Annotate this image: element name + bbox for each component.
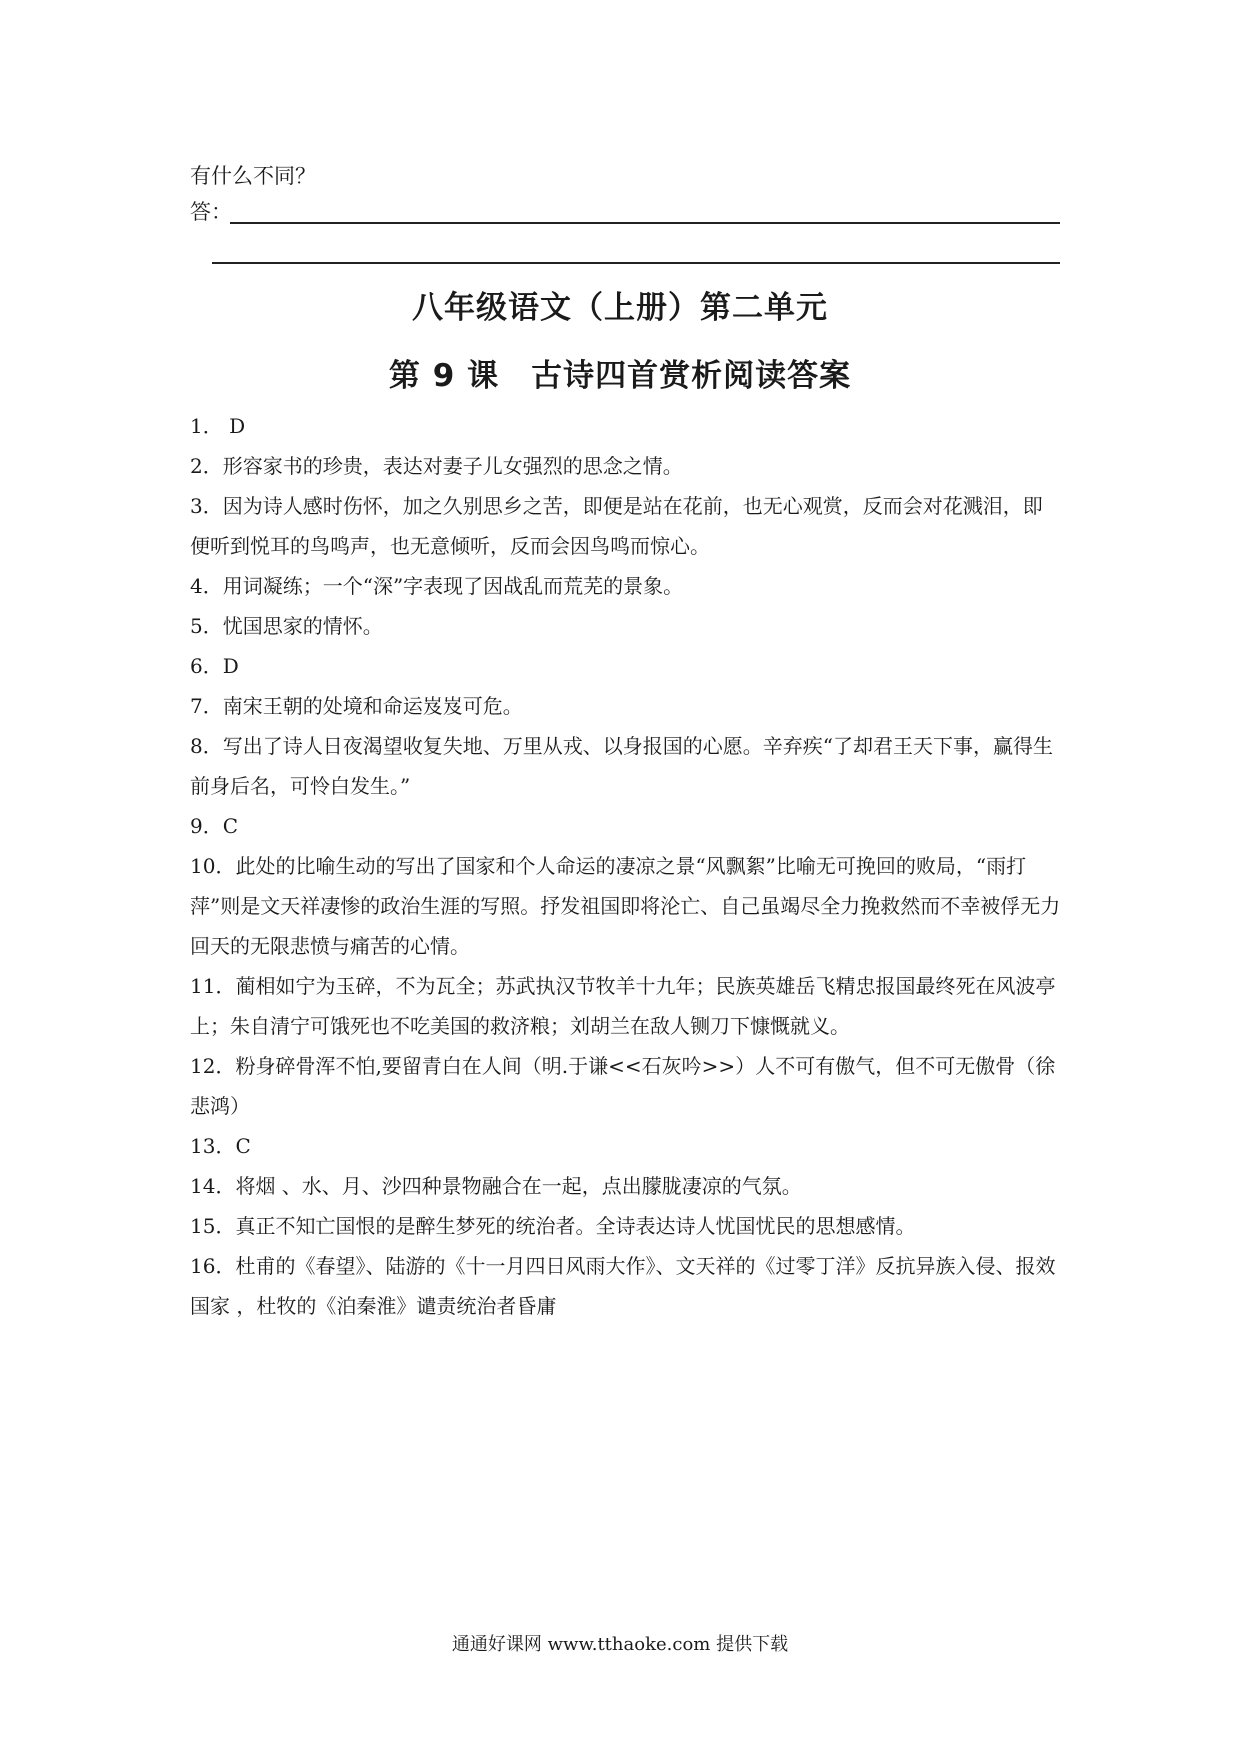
answer-item: 12．粉身碎骨浑不怕,要留青白在人间（明.于谦<<石灰吟>>）人不可有傲气，但不可无傲骨（徐悲鸿）: [190, 1054, 1056, 1118]
page-footer: 通通好课网 www.tthaoke.com 提供下载: [451, 1634, 789, 1655]
answer-list: [190, 406, 1062, 1326]
answer-item: 6．D: [190, 654, 239, 678]
page-subtitle: 第 9 课 古诗四首赏析阅读答案: [388, 358, 852, 394]
answer-item: 5．忧国思家的情怀。: [190, 614, 383, 638]
answer-item: 3．因为诗人感时伤怀，加之久别思乡之苦，即便是站在花前，也无心观赏，反而会对花溅泪，即便听到悦耳的鸟鸣声，也无意倾听，反而会因鸟鸣而惊心。: [190, 494, 1043, 558]
question-tail: 有什么不同？: [190, 164, 316, 188]
answer-item: 11．蔺相如宁为玉碎，不为瓦全；苏武执汉节牧羊十九年；民族英雄岳飞精忠报国最终死在风波亭上；朱自清宁可饿死也不吃美国的救济粮；刘胡兰在敌人铡刀下慷慨就义。: [190, 974, 1056, 1038]
page-title: 八年级语文（上册）第二单元: [412, 290, 828, 326]
answer-item: 16．杜甫的《春望》、陆游的《十一月四日风雨大作》、文天祥的《过零丁洋》反抗异族入侵、报效国家 ，杜牧的《泊秦淮》谴责统治者昏庸: [190, 1254, 1056, 1318]
answer-item: 7．南宋王朝的处境和命运岌岌可危。: [190, 694, 523, 718]
answer-item: 2．形容家书的珍贵，表达对妻子儿女强烈的思念之情。: [190, 454, 683, 478]
answer-item: 13．C: [190, 1134, 251, 1158]
answer-item: 4．用词凝练；一个“深”字表现了因战乱而荒芜的景象。: [190, 574, 684, 598]
answer-item: 14．将烟 、水、月、沙四种景物融合在一起，点出朦胧凄凉的气氛。: [190, 1174, 802, 1198]
answer-item: 15．真正不知亡国恨的是醉生梦死的统治者。全诗表达诗人忧国忧民的思想感情。: [190, 1214, 916, 1238]
answer-label: 答：: [190, 200, 232, 224]
divider-line: [212, 262, 1060, 264]
answer-item: 8．写出了诗人日夜渴望收复失地、万里从戎、以身报国的心愿。辛弃疾“了却君王天下事，赢得生前身后名，可怜白发生。”: [190, 734, 1053, 798]
answer-item: 1． D: [190, 414, 246, 438]
answer-item: 9．C: [190, 814, 239, 838]
answer-blank-line: [230, 222, 1060, 224]
answer-item: 10．此处的比喻生动的写出了国家和个人命运的凄凉之景“风飘絮”比喻无可挽回的败局，“雨打萍”则是文天祥凄惨的政治生涯的写照。抒发祖国即将沦亡、自己虽竭尽全力挽救然而不幸被俘无力回天的无限悲愤与痛苦的心情。: [190, 854, 1061, 958]
answer-row: [190, 196, 1060, 226]
